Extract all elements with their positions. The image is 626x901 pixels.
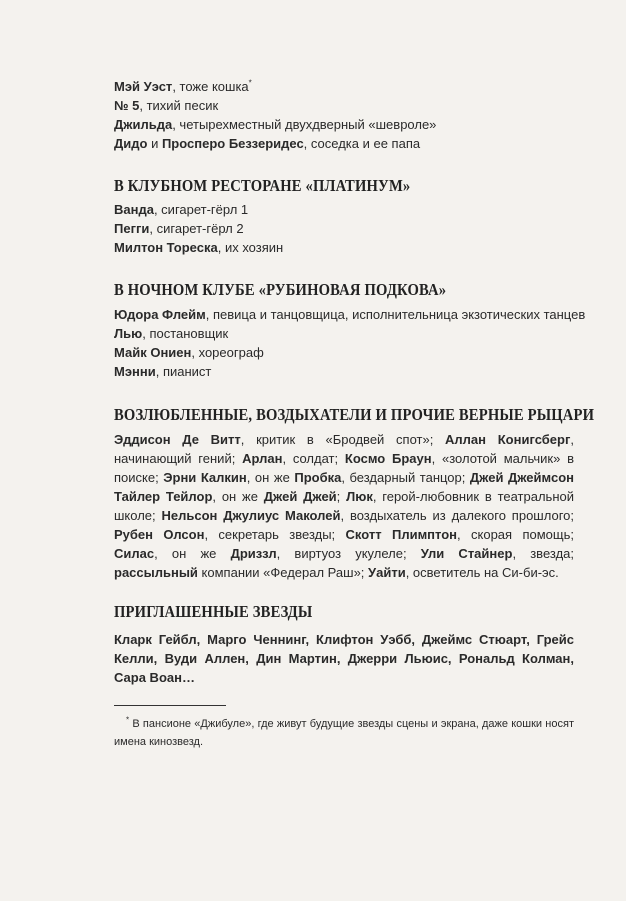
list-item: Джильда, четырехместный двухдверный «шевроле» [114, 117, 437, 132]
list-item: Юдора Флейм, певица и танцовщица, исполнительница экзотических танцев [114, 307, 586, 322]
list-item: Мэй Уэст, тоже кошка* [114, 78, 252, 94]
list-item: Пегги, сигарет-гёрл 2 [114, 221, 244, 236]
paragraph: Эддисон Де Витт, критик в «Бродвей спот»; Аллан Конигсберг, начинающий гений; Арлан, солдат; Космо Браун, «золотой мальчик» в поиске; Эрни Калкин, он же Пробка, бездарный танцор; Джей Джеймсон Тайлер Тейлор, он же Джей Джей; Люк, герой-любовник в театральной школе; Нельсон Джулиус Маколей, воздыхатель из далекого прошлого; Рубен Олсон, секретарь звезды; Скотт Плимптон, скорая помощь; Силас, он же Дриззл, виртуоз укулеле; Ули Стайнер, звезда; рассыльный компании «Федерал Раш»; Уайти, осветитель на Си-би-эс. [114, 432, 575, 580]
cast-list-platinum [114, 200, 574, 257]
list-item: Майк Ониен, хореограф [114, 345, 264, 360]
cast-paragraph-guests [114, 630, 574, 687]
list-item: Милтон Тореска, их хозяин [114, 240, 284, 255]
list-item: Лью, постановщик [114, 326, 229, 341]
list-item: Ванда, сигарет-гёрл 1 [114, 202, 249, 217]
list-item: Мэнни, пианист [114, 364, 212, 379]
footnote: * В пансионе «Джибуле», где живут будущие звезды сцены и экрана, даже кошки носят имена кинозвезд. [114, 715, 574, 748]
section-heading: В КЛУБНОМ РЕСТОРАНЕ «ПЛАТИНУМ» [114, 176, 411, 195]
paragraph: Кларк Гейбл, Марго Ченнинг, Клифтон Уэбб, Джеймс Стюарт, Грейс Келли, Вуди Аллен, Дин Мартин, Джерри Льюис, Рональд Колман, Сара Воан… [114, 632, 574, 685]
footnote-divider [114, 705, 226, 706]
section-heading: ВОЗЛЮБЛЕННЫЕ, ВОЗДЫХАТЕЛИ И ПРОЧИЕ ВЕРНЫЕ РЫЦАРИ [114, 405, 595, 424]
footnote-marker: * [126, 715, 130, 725]
section-heading: В НОЧНОМ КЛУБЕ «РУБИНОВАЯ ПОДКОВА» [114, 280, 447, 299]
cast-list-ruby [114, 305, 586, 381]
cast-list-pets [114, 77, 574, 153]
footnote-marker: * [248, 78, 252, 88]
list-item: № 5, тихий песик [114, 98, 219, 113]
cast-paragraph-lovers [114, 430, 574, 582]
list-item: Дидо и Просперо Беззеридес, соседка и ее папа [114, 136, 421, 151]
section-heading: ПРИГЛАШЕННЫЕ ЗВЕЗДЫ [114, 602, 313, 621]
